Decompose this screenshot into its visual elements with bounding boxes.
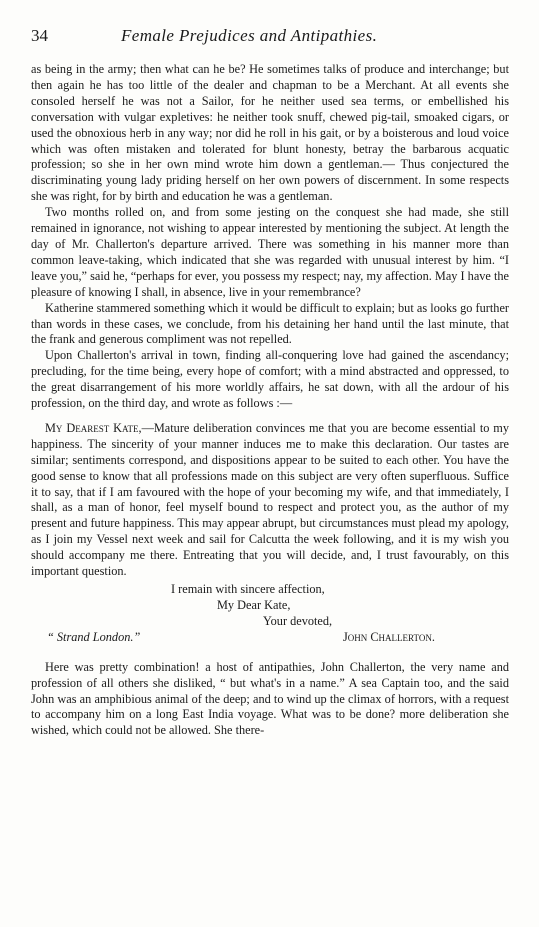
letter-body (31, 421, 509, 580)
paragraph: Upon Challerton's arrival in town, finding all-conquering love had gained the ascendancy; precluding, for the time being, every hope of comfort; with a mind abstracted and oppressed, to the great disarrangement of his more worldly affairs, he sat down, with all the ardour of his profession, on the third day, and wrote as follows :— (31, 348, 509, 411)
closing-line: Your devoted, (263, 613, 333, 628)
letter-signature: John Challerton. (343, 629, 435, 644)
letter-salutation: My Dearest Kate, (45, 420, 142, 435)
signature-row (31, 630, 509, 646)
paragraph: Two months rolled on, and from some jesting on the conquest she had made, she still remained in ignorance, not wishing to appear interested by mentioning the subject. At length the day of Mr. Challerton's departure arrived. There was something in his manner more than common leave-taking, which indicated that she was regarded with unusual interest by him. “I leave you,” said he, “perhaps for ever, you possess my respect; nay, my affection. May I have the pleasure of knowing I shall, in absence, live in your remembrance? (31, 205, 509, 299)
page-body (31, 62, 509, 739)
closing-line: I remain with sincere affection, (171, 582, 325, 596)
paragraph: Here was pretty combination! a host of antipathies, John Challerton, the very name and profession of all others she disliked, “ but what's in a name.” A sea Captain too, and the said John was an amphibious animal of the deep; and to wind up the climax of horrors, with a request to accompany him on a long East India voyage. What was to be done? more deliberation she wished, which could not be allowed. She there- (31, 659, 509, 738)
closing-line: My Dear Kate, (217, 597, 291, 612)
letter-address: “ Strand London.” (47, 629, 141, 644)
letter-closing (31, 582, 509, 646)
running-title: Female Prejudices and Antipathies. (121, 26, 378, 45)
paragraph: Katherine stammered something which it would be difficult to explain; but as looks go further than words in these cases, we conclude, from his detaining her hand until the last minute, that the frank and generous compliment was not repelled. (31, 300, 509, 347)
page-header (31, 26, 479, 50)
letter-text: —Mature deliberation convinces me that you are become essential to my happiness. The sincerity of your manner induces me to make this declaration. Our tastes are similar; sentiments correspond, and dispositions appear to be suited to each other. You have the good sense to know that all professions made on this subject are very often superfluous. Suffice it to say, that if I am favoured with the hope of your becoming my wife, and that immediately, I shall, as a man of honor, feel myself bound to respect and protect you, as the author of my present and future happiness. This may appear abrupt, but circumstances must plead my apology, as I join my Vessel next week and sail for Calcutta the week following, and it is my wish you should accompany me there. Entreating that you will decide, and, I trust favourably, on this important question. (31, 420, 509, 579)
paragraph: as being in the army; then what can he be? He sometimes talks of produce and interchange; but then again he has too little of the dealer and chapman to be a Merchant. At all events she consoled herself he was not a Sailor, for he neither used sea terms, or embellished his conversation with vulgar expletives: he neither took snuff, chewed pig-tail, smoaked cigars, or used the obnoxious herb in any way; nor did he roll in his gait, or by a boisterous and loud voice which was often mistaken and tolerated for blunt honesty, betray the barbarous acquatic profession; so she in her own mind wrote him down a gentleman.— Thus conjectured the discriminating young lady priding herself on her own powers of discernment. In some respects she was right, for by birth and education he was a gentleman. (31, 62, 509, 204)
page-number: 34 (31, 26, 48, 45)
